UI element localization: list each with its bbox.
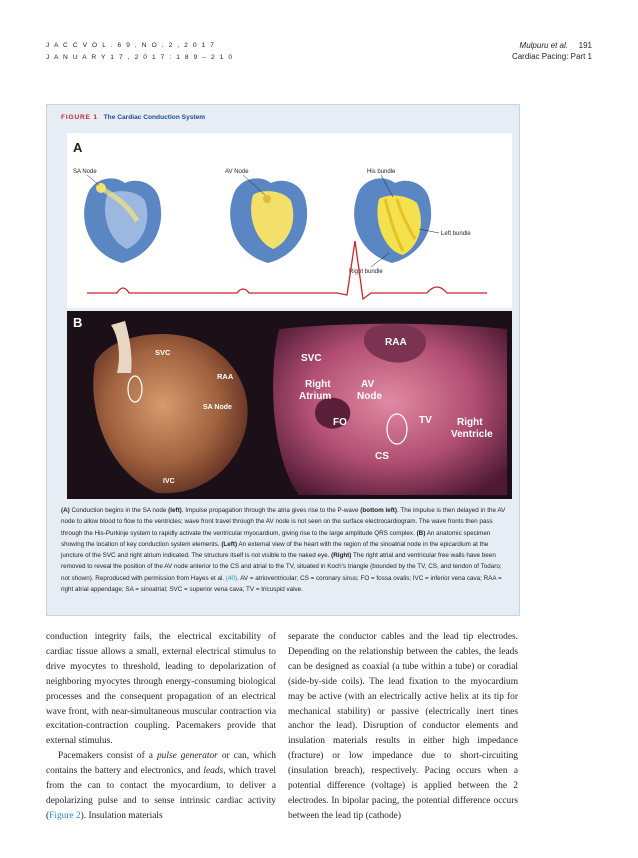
- heart-his-bundle: [354, 178, 431, 263]
- label-b-av-node-1: AV: [361, 379, 375, 390]
- heart-av-node: [230, 178, 307, 263]
- figure-1: [46, 104, 520, 616]
- label-b-av-node-2: Node: [357, 391, 382, 402]
- journal-date: J A N U A R Y 1 7 , 2 0 1 7 : 1 8 9 – 2 1 0: [46, 54, 234, 61]
- page-number: 191: [578, 41, 592, 50]
- panel-a-letter: A: [73, 140, 83, 155]
- paragraph: conduction integrity fails, the electrical excitability of cardiac tissue allows a small, external electrical stimulus to drive myocytes to threshold, leading to depolarization of neighboring myocytes through energy-consuming biological processes and the consequent propagation of an electrical wave front, with near-simultaneous muscular contraction via excitation-contraction coupling. Pacemakers provide that external stimulus.: [46, 632, 276, 747]
- label-b-right-raa: RAA: [385, 337, 407, 348]
- text-run: , which travel from the can to contact the myocardium, to deliver a depolarizing pulse and to sense intrinsic cardiac activity (: [46, 766, 276, 821]
- figure-label: FIGURE 1: [61, 114, 98, 121]
- label-b-left-sa-node: SA Node: [203, 404, 232, 411]
- label-b-tv: TV: [419, 415, 432, 426]
- label-b-fo: FO: [333, 417, 347, 428]
- caption-tag-a: (A): [61, 507, 70, 514]
- body-column-left: [46, 630, 276, 824]
- caption-text: . Impulse propagation through the atria gives rise to the P-wave: [181, 507, 361, 514]
- journal-volume: J A C C V O L . 6 9 , N O . 2 , 2 0 1 7: [46, 42, 216, 49]
- label-b-right-svc: SVC: [301, 353, 322, 364]
- caption-bold: (Left): [221, 540, 238, 548]
- header-authors: Mulpuru et al.: [519, 41, 568, 50]
- label-av-node: AV Node: [225, 169, 249, 175]
- caption-text: . The impulse is then delayed in the AV node to allow blood to flow to the ventricles; wave front travel through the AV node is not seen on the surface electrocardiogram. The wave fronts then pass through the His-Purkinje system to rapidly activate the ventricular myocardium, giving rise to the large amplitude QRS complex.: [61, 507, 506, 537]
- running-title: Cardiac Pacing: Part 1: [511, 52, 592, 61]
- text-run-italic: pulse generator: [156, 751, 218, 762]
- label-sa-node: SA Node: [73, 169, 97, 175]
- label-b-right-ventricle-2: Ventricle: [451, 429, 493, 440]
- panel-a: [67, 133, 512, 308]
- journal-header: [46, 40, 234, 64]
- reference-link[interactable]: (40): [225, 574, 238, 582]
- figure-title: [61, 114, 205, 121]
- label-b-left-svc: SVC: [155, 348, 171, 357]
- caption-text: The right atrial and ventricular free walls have been removed to reveal the position of the AV node anterior to the CS and atrial to the TV, situated in Koch's triangle (bounded by the TV, CS, and tendon of Todaro; not shown). Reproduced with permission from Hayes et al.: [61, 552, 502, 582]
- label-left-bundle: Left bundle: [441, 231, 471, 237]
- caption-text: . AV = atrioventricular; CS = coronary sinus; FO = fossa ovalis; IVC = inferior vena cava; RAA = right atrial appendage; SA = sinoatrial; SVC = superior vena cava; TV = tricuspid valve.: [61, 574, 502, 594]
- panel-b-letter: B: [73, 315, 83, 330]
- caption-text: An anatomic specimen showing the location of key conduction system elements.: [61, 529, 491, 548]
- label-b-cs: CS: [375, 451, 389, 462]
- text-run-italic: leads: [203, 766, 224, 777]
- paragraph: [46, 749, 276, 824]
- label-b-left-raa: RAA: [217, 372, 234, 381]
- panel-b: [67, 311, 512, 499]
- figure-2-link[interactable]: Figure 2: [49, 810, 81, 821]
- label-b-left-ivc: IVC: [163, 478, 175, 485]
- text-run: or can, which contains the battery and electronics, and: [46, 751, 276, 777]
- figure-caption: [61, 505, 507, 595]
- caption-text: An external view of the heart with the region of the sinoatrial node in the epicardium at the juncture of the SVC and right atrium indicated. The structure itself is not visible to the naked eye.: [61, 540, 489, 560]
- heart-sa-node: [84, 178, 161, 263]
- caption-bold: (Right): [331, 552, 352, 560]
- caption-bold: (left): [168, 507, 182, 514]
- caption-text: Conduction begins in the SA node: [69, 507, 169, 514]
- label-b-right-ventricle-1: Right: [457, 417, 483, 428]
- caption-bold: (bottom left): [360, 507, 398, 514]
- label-b-right-atrium-1: Right: [305, 379, 331, 390]
- label-his-bundle: His bundle: [367, 169, 396, 175]
- figure-title-text: The Cardiac Conduction System: [103, 114, 206, 121]
- caption-tag-b: (B): [416, 529, 426, 537]
- text-run: Pacemakers consist of a: [58, 751, 157, 762]
- panel-a-illustration: [67, 133, 512, 308]
- text-run: ). Insulation materials: [80, 810, 163, 821]
- body-column-right: [288, 630, 518, 824]
- paragraph: separate the conductor cables and the lead tip electrodes. Depending on the relationship between the cables, the leads can be designed as coaxial (a tube within a tube) or coradial (side-by-side coils). The lead fixation to the myocardium may be active (with an electrically active helix at its tip for mechanical stability) or passive (electrically inert tines anchor the lead). Disruption of conductor elements and insulation materials results in either high impedance (fracture) or low impedance due to short-circuiting (insulation breach), respectively. Pacing occurs when a potential difference (voltage) is applied between the 2 electrodes. In bipolar pacing, the potential difference occurs between the lead tip (cathode): [288, 632, 518, 821]
- label-b-right-atrium-2: Atrium: [299, 391, 332, 402]
- running-header: [512, 40, 592, 62]
- panel-b-specimen: [67, 311, 512, 499]
- label-right-bundle: Right bundle: [349, 269, 383, 275]
